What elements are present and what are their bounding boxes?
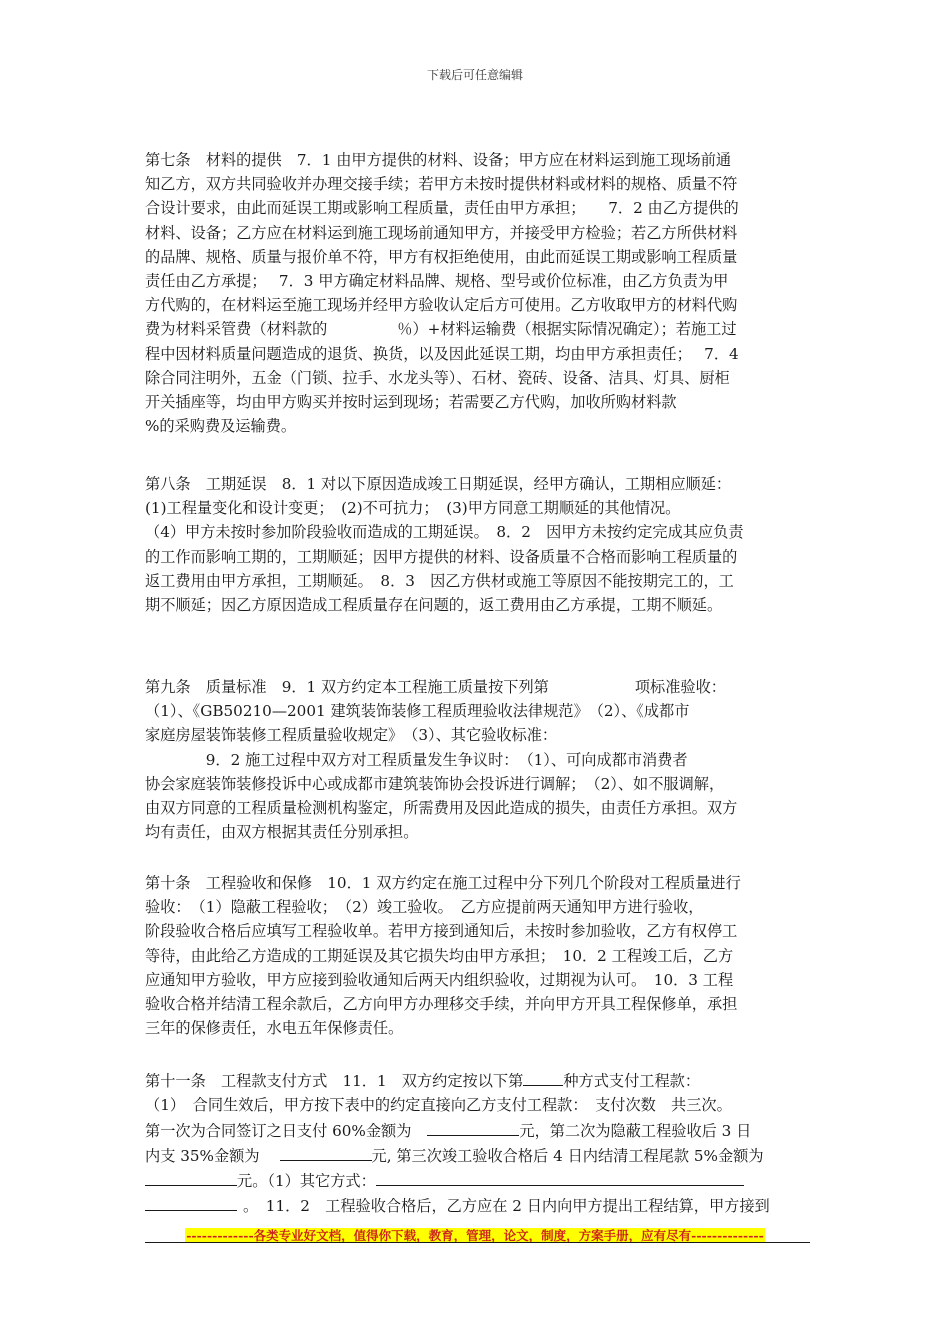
text-line: 验收： （1）隐蔽工程验收； （2）竣工验收。 乙方应提前两天通知甲方进行验收， [145,898,704,917]
text-segment: 第一次为合同签订之日支付 60%金额为 [145,1122,412,1140]
text-line: (1)工程量变化和设计变更； (2)不可抗力； (3)甲方同意工期顺延的其他情况。 [145,499,681,518]
text-line: 方代购的，在材料运至施工现场并经甲方验收认定后方可使用。乙方收取甲方的材料代购 [145,296,738,315]
text-line: 等待，由此给乙方造成的工期延误及其它损失均由甲方承担； 10．2 工程竣工后，乙方 [145,946,734,965]
text-line [145,1143,810,1168]
text-line: 协会家庭装饰装修投诉中心或成都市建筑装饰协会投诉进行调解； （2）、如不服调解， [145,774,725,793]
text-line: 阶段验收合格后应填写工程验收单。若甲方接到通知后，未按时参加验收，乙方有权停工 [145,922,738,941]
text-line [145,675,810,699]
text-line: 第八条 工期延误 8．1 对以下原因造成竣工日期延误，经甲方确认，工期相应顺延： [145,475,732,493]
blank-line [376,1168,744,1186]
article-11 [145,1068,810,1218]
text-line [145,1193,810,1218]
text-segment: ％）+材料运输费（根据实际情况确定）；若施工过 [397,320,737,339]
text-segment: 种方式支付工程款： [563,1072,700,1090]
text-line: %的采购费及运输费。 [145,417,297,436]
blank-line [523,1068,563,1086]
text-line: 责任由乙方承提； 7．3 甲方确定材料品牌、规格、型号或价位标准，由乙方负责为甲 [145,271,729,290]
footer-rule [145,1242,810,1243]
text-segment: 第十一条 工程款支付方式 11．1 双方约定按以下第 [145,1072,524,1090]
text-line: 家庭房屋装饰装修工程质量验收规定》 （3）、其它验收标准： [145,726,558,745]
article-10 [145,871,810,1040]
text-line: 由双方同意的工程质量检测机构鉴定，所需费用及因此造成的损失，由责任方承担。双方 [145,798,738,817]
article-7 [145,148,810,438]
text-line [145,317,810,341]
article-8 [145,472,810,617]
text-line: 返工费用由甲方承担，工期顺延。 8．3 因乙方供材或施工等原因不能按期完工的，工 [145,571,734,590]
page-header: 下载后可任意编辑 [426,68,523,82]
text-segment: 元，第二次为隐蔽工程验收后 3 日 [519,1122,752,1140]
text-segment: 内支 35%金额为 [145,1147,260,1165]
text-segment: 第九条 质量标准 9．1 双方约定本工程施工质量按下列第 [145,678,549,696]
text-line: 除合同注明外，五金（门锁、拉手、水龙头等）、石材、瓷砖、设备、洁具、灯具、厨柜 [145,368,730,387]
text-line: 的品牌、规格、质量与报价单不符，甲方有权拒绝使用，由此而延误工期或影响工程质量 [145,247,738,266]
text-line: 验收合格并结清工程余款后，乙方向甲方办理移交手续，并向甲方开具工程保修单，承担 [145,994,738,1013]
text-line: 三年的保修责任，水电五年保修责任。 [145,1019,404,1038]
text-segment: 项标准验收： [634,678,726,696]
article-9 [145,675,810,844]
text-line: 合设计要求，由此而延误工期或影响工程质量，责任由甲方承担； 7．2 由乙方提供的 [145,199,739,218]
text-line [145,1168,810,1193]
text-line: 程中因材料质量问题造成的退货、换货，以及因此延误工期，均由甲方承担责任； 7．4 [145,344,739,363]
text-line: （4）甲方未按时参加阶段验收而造成的工期延误。 8．2 因甲方未按约定完成其应负责 [145,523,744,542]
text-line [145,1068,810,1093]
text-line: （1） 合同生效后，甲方按下表中的约定直接向乙方支付工程款： 支付次数 共三次。 [145,1096,732,1114]
text-line: 知乙方，双方共同验收并办理交接手续；若甲方未按时提供材料或材料的规格、质量不符 [145,175,738,194]
blank-line [145,1193,237,1211]
blank-line [280,1143,372,1161]
text-segment: 元。（1）其它方式： [237,1172,376,1190]
blank-line [145,1168,237,1186]
text-line: 期不顺延；因乙方原因造成工程质量存在问题的，返工费用由乙方承提，工期不顺延。 [145,595,723,614]
text-segment: 费为材料采管费（材料款的 [145,320,328,339]
text-line: （1）、《GB50210—2001 建筑装饰装修工程质理验收法律规范》 （2）、《成都市 [145,702,690,721]
text-line: 的工作而影响工期的，工期顺延；因甲方提供的材料、设备质量不合格而影响工程质量的 [145,547,738,566]
footer-text: -------------各类专业好文档，值得你下载，教育，管理，论文，制度，方案手册，应有尽有-------------- [186,1228,764,1243]
text-segment: 。 11．2 工程验收合格后，乙方应在 2 日内向甲方提出工程结算，甲方接到 [243,1197,770,1215]
text-line [145,1118,810,1143]
text-line: 第十条 工程验收和保修 10．1 双方约定在施工过程中分下列几个阶段对工程质量进行 [145,874,741,892]
text-line: 开关插座等，均由甲方购买并按时运到现场；若需要乙方代购，加收所购材料款 [145,392,677,411]
text-line: 材料、设备；乙方应在材料运到施工现场前通知甲方，并接受甲方检验；若乙方所供材料 [145,223,738,242]
blank-line [427,1118,519,1136]
text-line: 均有责任，由双方根据其责任分别承担。 [145,823,419,842]
text-line: 应通知甲方验收，甲方应接到验收通知后两天内组织验收，过期视为认可。 10．3 工程 [145,970,734,989]
text-segment: 元, 第三次竣工验收合格后 4 日内结清工程尾款 5%金额为 [371,1147,764,1165]
text-line: 9．2 施工过程中双方对工程质量发生争议时： （1）、可向成都市消费者 [145,750,688,769]
text-line: 第七条 材料的提供 7．1 由甲方提供的材料、设备；甲方应在材料运到施工现场前通 [145,151,732,169]
